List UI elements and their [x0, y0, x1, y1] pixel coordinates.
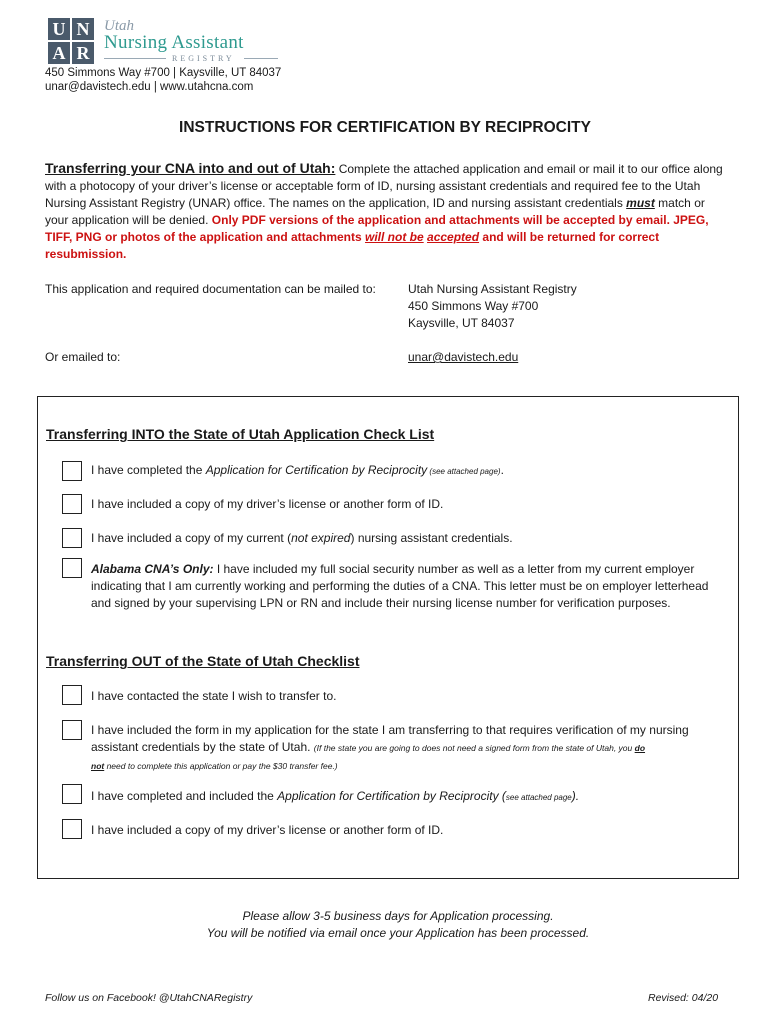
mail-line-1: Utah Nursing Assistant Registry: [408, 282, 577, 296]
logo-utah-text: Utah: [104, 18, 134, 34]
email-label: Or emailed to:: [45, 350, 121, 364]
out-checkbox-4[interactable]: [62, 819, 82, 839]
header-address: 450 Simmons Way #700 | Kaysville, UT 84037: [45, 67, 282, 79]
page-title: INSTRUCTIONS FOR CERTIFICATION BY RECIPROCITY: [179, 119, 591, 136]
out-item-1: I have contacted the state I wish to transfer to.: [91, 689, 337, 703]
intro-must: must: [626, 196, 655, 210]
footer-facebook: Follow us on Facebook! @UtahCNARegistry: [45, 992, 253, 1004]
header-contact: unar@davistech.edu | www.utahcna.com: [45, 81, 254, 93]
logo-rule-left: [104, 58, 166, 59]
intro-text-1: Complete the attached application and email or mail it to our office along with a photocopy of your driver’s license or acceptable form of ID, nursing assistant credentials and required fee to the Utah Nursing Assistant Registry (UNAR) office. The names on the application, ID and nursing assistant credentials: [45, 162, 723, 210]
email-address-link[interactable]: unar@davistech.edu: [408, 350, 519, 364]
mail-label: This application and required documentation can be mailed to:: [45, 282, 376, 296]
into-checkbox-3[interactable]: [62, 528, 82, 548]
into-section-heading: Transferring INTO the State of Utah Application Check List: [46, 426, 435, 442]
intro-paragraph: [45, 160, 725, 263]
into-item-4: Alabama CNA’s Only: I have included my full social security number as well as a letter from my current employer indicating that I am currently working and performing the duties of a CNA. This letter must be on employer letterhead and signed by your supervising LPN or RN and include their nursing license number for verification purposes.: [91, 562, 709, 610]
out-checkbox-1[interactable]: [62, 685, 82, 705]
out-checkbox-3[interactable]: [62, 784, 82, 804]
processing-line-2: You will be notified via email once your Application has been processed.: [206, 926, 590, 940]
into-item-2: I have included a copy of my driver’s license or another form of ID.: [91, 497, 444, 511]
mail-line-3: Kaysville, UT 84037: [408, 316, 515, 330]
out-item-3: I have completed and included the Application for Certification by Reciprocity (see attached page).: [91, 789, 580, 803]
out-item-4: I have included a copy of my driver’s license or another form of ID.: [91, 823, 444, 837]
logo-letter-n: N: [72, 18, 94, 40]
intro-red-accepted: accepted: [427, 230, 480, 244]
into-checkbox-2[interactable]: [62, 494, 82, 514]
intro-text-2: match or your application will be denied.: [45, 196, 705, 227]
logo-rule-right: [244, 58, 278, 59]
logo-letter-a: A: [48, 42, 70, 64]
intro-lead: Transferring your CNA into and out of Utah:: [45, 160, 336, 176]
unar-logo: [48, 18, 278, 66]
into-item-3: I have included a copy of my current (not expired) nursing assistant credentials.: [91, 531, 513, 545]
logo-letter-u: U: [48, 18, 70, 40]
intro-red-2: and will be returned for correct resubmission.: [45, 230, 660, 261]
into-item-1: I have completed the Application for Certification by Reciprocity (see attached page).: [91, 463, 504, 477]
intro-red-1: Only PDF versions of the application and attachments will be accepted by email. JPEG, TIFF, PNG or photos of the application and attachments: [45, 213, 709, 244]
intro-red-will-not-be: will not be: [365, 230, 424, 244]
into-checkbox-4[interactable]: [62, 558, 82, 578]
into-checkbox-1[interactable]: [62, 461, 82, 481]
processing-line-1: Please allow 3-5 business days for Application processing.: [242, 909, 554, 923]
footer-revised: Revised: 04/20: [648, 992, 719, 1004]
out-section-heading: Transferring OUT of the State of Utah Checklist: [46, 653, 360, 669]
logo-name-text: Nursing Assistant: [104, 32, 244, 53]
out-item-2: I have included the form in my application for the state I am transferring to that requires verification of my nursing assistant credentials by the state of Utah. (If the state you are going to does not need a signed form from the state of Utah, you do not need to complete this application or pay the $30 transfer fee.): [91, 723, 689, 771]
logo-registry-text: REGISTRY: [172, 54, 235, 63]
logo-letter-r: R: [72, 42, 94, 64]
out-checkbox-2[interactable]: [62, 720, 82, 740]
mail-line-2: 450 Simmons Way #700: [408, 299, 539, 313]
